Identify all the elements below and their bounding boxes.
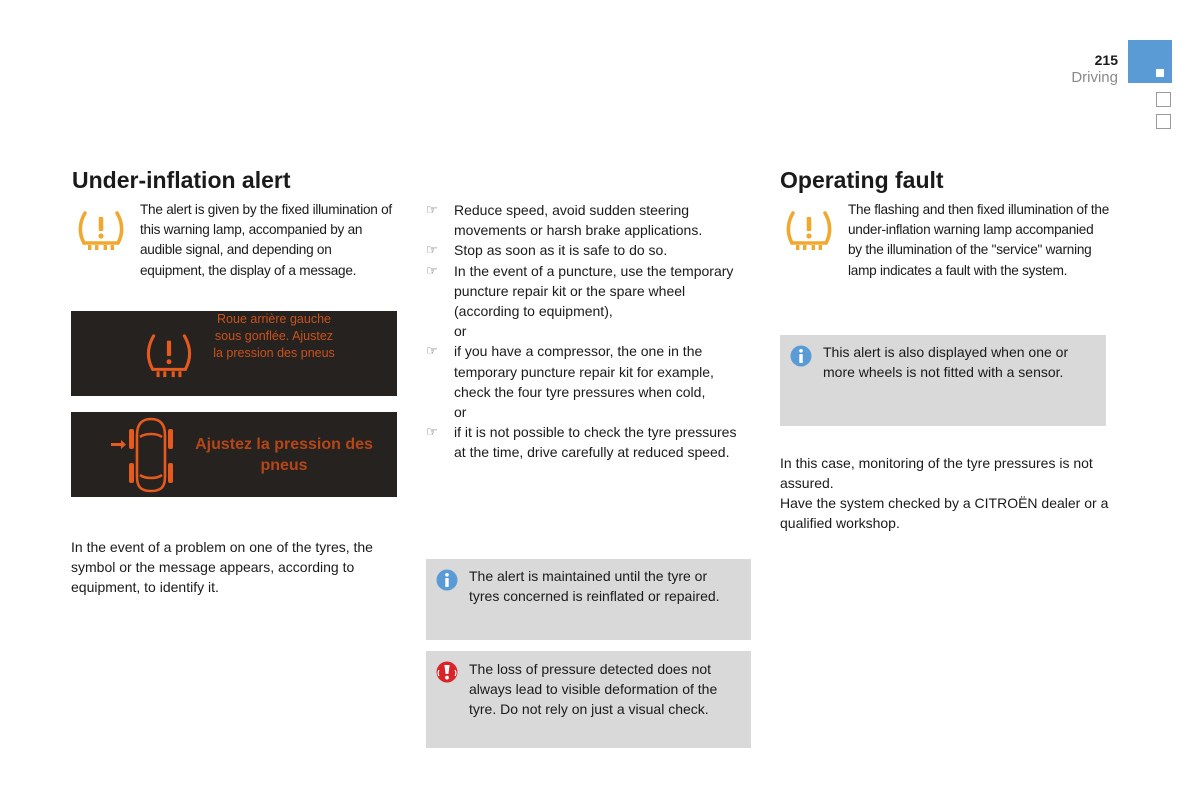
warning-exclamation-icon bbox=[436, 661, 458, 683]
tab-marker bbox=[1156, 69, 1164, 77]
section-tab-active[interactable] bbox=[1128, 40, 1172, 83]
section-tab[interactable] bbox=[1156, 114, 1171, 129]
car-tyre-diagram-icon bbox=[109, 417, 175, 498]
display-panel-car bbox=[71, 412, 397, 497]
tyre-pressure-warning-icon bbox=[145, 327, 193, 388]
list-item: ☞ Reduce speed, avoid sudden steering movements or harsh brake applications. bbox=[426, 202, 703, 239]
sensor-info-text: This alert is also displayed when one or more wheels is not fitted with a sensor. bbox=[823, 344, 1069, 381]
sensor-info-note bbox=[780, 335, 1106, 426]
bullet-hand-icon: ☞ bbox=[426, 202, 438, 217]
advice-list bbox=[426, 200, 751, 463]
info-note bbox=[426, 559, 751, 640]
list-item: ☞ if you have a compressor, the one in the temporary puncture repair kit for example, check the four tyre pressures when cold, bbox=[426, 343, 714, 400]
info-note-text: The alert is maintained until the tyre or tyres concerned is reinflated or repaired. bbox=[469, 568, 720, 605]
display-message-text: Roue arrière gauche sous gonflée. Ajustez la pression des pneus bbox=[213, 312, 335, 360]
under-inflation-title: Under-inflation alert bbox=[72, 167, 291, 193]
section-title: Driving bbox=[1071, 69, 1118, 86]
display-panel-message bbox=[71, 311, 397, 396]
section-tab[interactable] bbox=[1156, 92, 1171, 107]
list-item: ☞ if it is not possible to check the tyre pressures at the time, drive carefully at reduced speed. bbox=[426, 424, 737, 461]
left-bottom-paragraph: In the event of a problem on one of the tyres, the symbol or the message appears, according to equipment, to identify it. bbox=[71, 539, 373, 596]
operating-fault-title: Operating fault bbox=[780, 167, 944, 193]
warning-note bbox=[426, 651, 751, 748]
info-icon bbox=[436, 569, 458, 591]
list-item: or bbox=[454, 323, 467, 340]
bullet-hand-icon: ☞ bbox=[426, 343, 438, 359]
page-number: 215 bbox=[1094, 52, 1118, 68]
bullet-hand-icon: ☞ bbox=[426, 424, 438, 440]
bullet-hand-icon: ☞ bbox=[426, 262, 438, 278]
list-item: or bbox=[454, 404, 467, 421]
info-icon bbox=[790, 345, 812, 367]
tyre-pressure-warning-icon bbox=[784, 205, 834, 260]
display-car-message: Ajustez la pression des pneus bbox=[195, 436, 373, 474]
bullet-hand-icon: ☞ bbox=[426, 242, 438, 258]
list-item: ☞ Stop as soon as it is safe to do so. bbox=[426, 240, 751, 260]
lamp-description: The alert is given by the fixed illumination of this warning lamp, accompanied by an audible signal, and depending on equipment, the display of a message. bbox=[140, 202, 392, 278]
fault-lamp-description: The flashing and then fixed illumination of the under-inflation warning lamp accompanied by the illumination of the "service" warning lamp indicates a fault with the system. bbox=[848, 202, 1110, 278]
tyre-pressure-warning-icon bbox=[76, 205, 126, 260]
fault-paragraph-1: In this case, monitoring of the tyre pressures is not assured. bbox=[780, 455, 1093, 492]
fault-paragraph-2: Have the system checked by a CITROËN dealer or a qualified workshop. bbox=[780, 495, 1109, 532]
list-item: ☞ In the event of a puncture, use the temporary puncture repair kit or the spare wheel (according to equipment), bbox=[426, 262, 734, 320]
warning-note-text: The loss of pressure detected does not always lead to visible deformation of the tyre. Do not rely on just a visual check. bbox=[469, 661, 718, 718]
